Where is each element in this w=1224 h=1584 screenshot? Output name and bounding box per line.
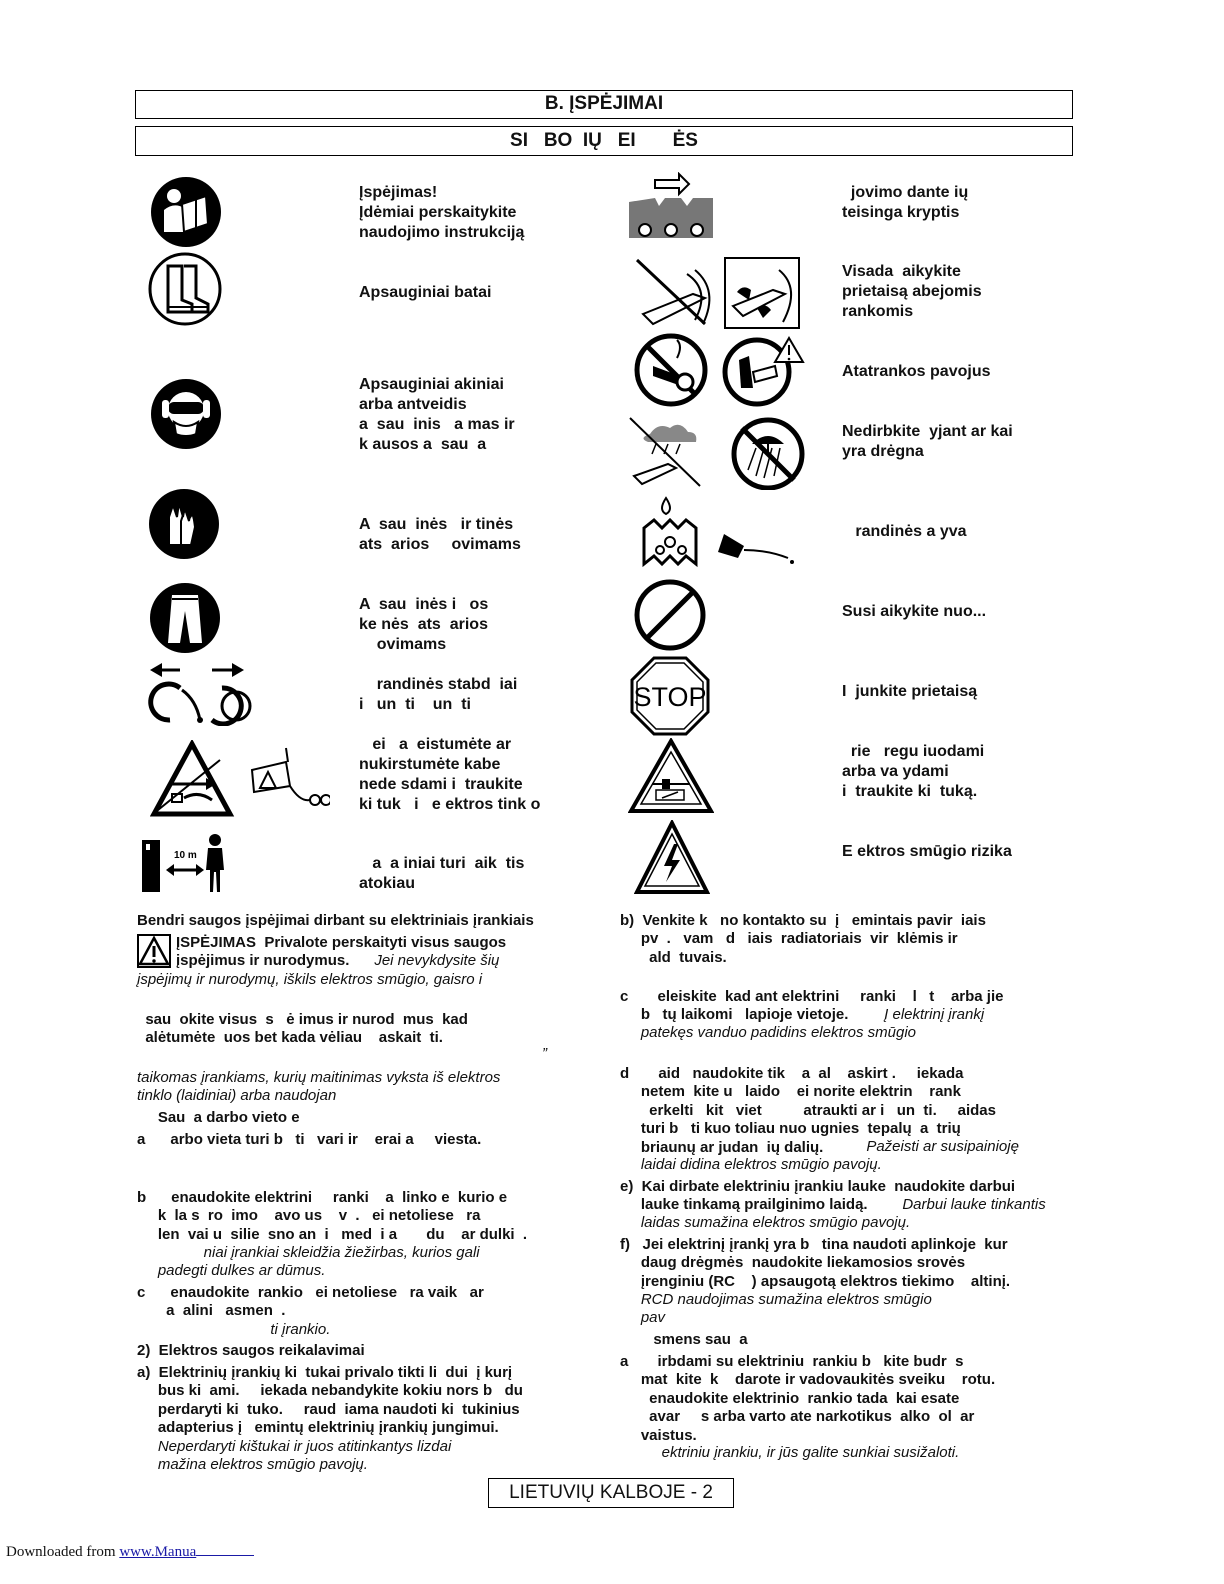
read-manual-icon (150, 176, 222, 248)
symbol-stop-label: I junkite prietaisą (842, 683, 978, 700)
electrical-item-c-note-inline: Į elektrinį įrankį (880, 1006, 985, 1023)
general-safety-heading: Bendri saugos įspėjimai dirbant su elektriniais įrankiais (137, 912, 534, 929)
section-subtitle: SI BO IŲ EI ĖS (135, 126, 1073, 156)
symbol-trousers-label: A sau inės i os ke nės ats arios ovimams (359, 596, 489, 653)
symbol-bystander-label: a a iniai turi aik tis atokiau (359, 855, 525, 892)
stop-icon (630, 656, 710, 736)
protective-trousers-icon (148, 581, 222, 655)
electrical-item-a-note: Neperdaryti kištukai ir juos atitinkantys lizdai mažina elektros smūgio pavojų. (157, 1438, 452, 1474)
symbol-cable-label: ei a eistumėte ar nukirstumėte kabe nede sdami i traukite ki tuk i e ektros tink o (359, 736, 541, 813)
download-link-tail (196, 1543, 254, 1556)
cable-damage-warning-icon (150, 740, 330, 818)
electrical-safety-heading: 2) Elektros saugos reikalavimai (137, 1342, 365, 1359)
two-hands-icon (633, 254, 803, 330)
symbol-kickback-label: Atatrankos pavojus (842, 363, 991, 380)
no-rain-icon (628, 414, 808, 490)
chain-direction-icon (625, 172, 717, 246)
warning-bold-text: ĮSPĖJIMAS Privalote perskaityti visus saugos įspėjimus ir nurodymus. (176, 934, 507, 970)
svg-text:STOP: STOP (633, 682, 707, 712)
electrical-item-f-note: RCD naudojimas sumažina elektros smūgio pav (640, 1291, 932, 1327)
section-title: B. ĮSPĖJIMAI (135, 90, 1073, 119)
personal-safety-heading: smens sau a (620, 1331, 748, 1348)
download-link[interactable]: www.Manua (119, 1544, 197, 1560)
electrical-item-f: f) Jei elektrinį įrankį yra b tina naudoti aplinkoje kur daug drėgmės naudokite liekamosios srovės įrenginiu (RC ) apsaugotą elektros tiekimo altinį. (620, 1236, 1011, 1290)
work-area-item-a: a arbo vieta turi b ti vari ir erai a viesta. (137, 1131, 482, 1148)
symbol-chain-brake-label: randinės stabd iai i un ti un ti (359, 676, 518, 713)
work-area-item-b-note: niai įrankiai skleidžia žiežirbas, kurios gali padegti dulkes ar dūmus. (157, 1244, 480, 1280)
tool-definition-text: taikomas įrankiams, kurių maitinimas vyksta iš elektros tinklo (laidiniai) arba naudojan (137, 1069, 501, 1105)
electrical-item-c-note: patekęs vanduo padidins elektros smūgio (620, 1024, 917, 1041)
quote-mark: ” (542, 1045, 547, 1062)
electrical-item-d-note-inline: Pažeisti ar susipainioję (858, 1138, 1019, 1155)
symbol-shock-label: E ektros smūgio rizika (842, 843, 1012, 860)
electrical-item-c: c eleiskite kad ant elektrini ranki l t arba jie b tų laikomi lapioje vietoje. (620, 988, 1004, 1024)
symbol-prohibition-label: Susi aikykite nuo... (842, 603, 987, 620)
electrical-item-e-note-inline: Darbui lauke tinkantis (894, 1196, 1046, 1213)
electric-shock-icon (634, 820, 710, 896)
electrical-item-a: a) Elektrinių įrankių ki tukai privalo tikti li dui į kurį bus ki ami. iekada nebandykite kokiu nors b du perdaryti ki tuko. raud iama naudoti ki tukinius adapterius į emintų elektrinių įrankių jungimui. (137, 1364, 523, 1437)
symbol-maintenance-label: rie regu iuodami arba va ydami i traukite ki tuką. (842, 743, 985, 800)
work-area-item-c: c enaudokite rankio ei netoliese ra vaik ar a alini asmen . (137, 1284, 484, 1320)
work-area-item-b: b enaudokite elektrini ranki a linko e kurio e k la s ro imo avo us v . ei netoliese ra len vai u silie sno an i med i a du ar dulki . (137, 1189, 528, 1243)
personal-safety-item-a: a irbdami su elektriniu rankiu b kite budr s mat kite k darote ir vadovaukitės sveiku rotu. enaudokite elektrinio rankio tada kai esate avar s arba varto ate narkotikus alko ol ar vaistus. (620, 1353, 996, 1444)
goggles-ear-protection-icon (150, 378, 222, 450)
svg-text:10 m: 10 m (174, 850, 197, 861)
electrical-item-b: b) Venkite k no kontakto su į emintais pavir iais pv . vam d iais radiatoriais vir klėmis ir ald tuvais. (620, 912, 986, 966)
chain-brake-icon (140, 660, 260, 726)
chain-oil-icon (638, 494, 798, 570)
symbol-chain-direction-label: jovimo dante ių teisinga kryptis (842, 184, 969, 221)
download-source (6, 1543, 254, 1561)
download-prefix: Downloaded from (6, 1544, 120, 1560)
personal-safety-item-a-note: ektriniu įrankiu, ir jūs galite sunkiai susižaloti. (620, 1444, 960, 1461)
save-instructions-text: sau okite visus s ė imus ir nurod mus kad alėtumėte uos bet kada vėliau askait ti. (145, 1011, 468, 1047)
symbol-boots-label: Apsauginiai batai (359, 284, 492, 301)
warning-italic-text: Jei nevykdysite šių (366, 952, 500, 969)
symbol-rain-label: Nedirbkite yjant ar kai yra drėgna (842, 423, 1013, 460)
warning-triangle-icon (137, 934, 171, 968)
protective-gloves-icon (147, 487, 221, 561)
electrical-item-e-note: laidas sumažina elektros smūgio pavojų. (620, 1214, 911, 1231)
warning-italic-text-2: įspėjimų ir nurodymų, iškils elektros smūgio, gaisro i (137, 971, 483, 988)
kickback-icon (633, 332, 805, 408)
symbol-gloves-label: A sau inės ir tinės ats arios ovimams (359, 516, 521, 553)
page-footer-label: LIETUVIŲ KALBOJE - 2 (488, 1478, 734, 1508)
electrical-item-d: d aid naudokite tik a al askirt . iekada netem kite u laido ei norite elektrin rank erkelti kit viet atraukti ar i un ti. aidas turi b ti kuo toliau nuo ugnies tepalų a trių briaunų ar judan ių dalių. (620, 1065, 996, 1156)
symbol-goggles-label: Apsauginiai akiniai arba antveidis a sau inis a mas ir k ausos a sau a (359, 376, 515, 453)
symbol-chain-oil-label: randinės a yva (842, 523, 967, 540)
symbol-two-hands-label: Visada aikykite prietaisą abejomis rankomis (842, 263, 982, 320)
electrical-item-e: e) Kai dirbate elektriniu įrankiu lauke naudokite darbui lauke tinkamą prailginimo laidą. (620, 1178, 1016, 1214)
safety-boots-icon (148, 252, 222, 326)
electrical-item-d-note: laidai didina elektros smūgio pavojų. (620, 1156, 882, 1173)
bystander-distance-icon (140, 830, 230, 896)
work-area-item-c-note: ti įrankio. (137, 1321, 331, 1338)
symbol-read-manual-label: Įspėjimas! Įdėmiai perskaitykite naudojimo instrukciją (359, 184, 525, 241)
unplug-before-maintenance-icon (628, 738, 714, 814)
prohibition-icon (633, 578, 707, 652)
work-area-heading: Sau a darbo vieto e (137, 1109, 300, 1126)
